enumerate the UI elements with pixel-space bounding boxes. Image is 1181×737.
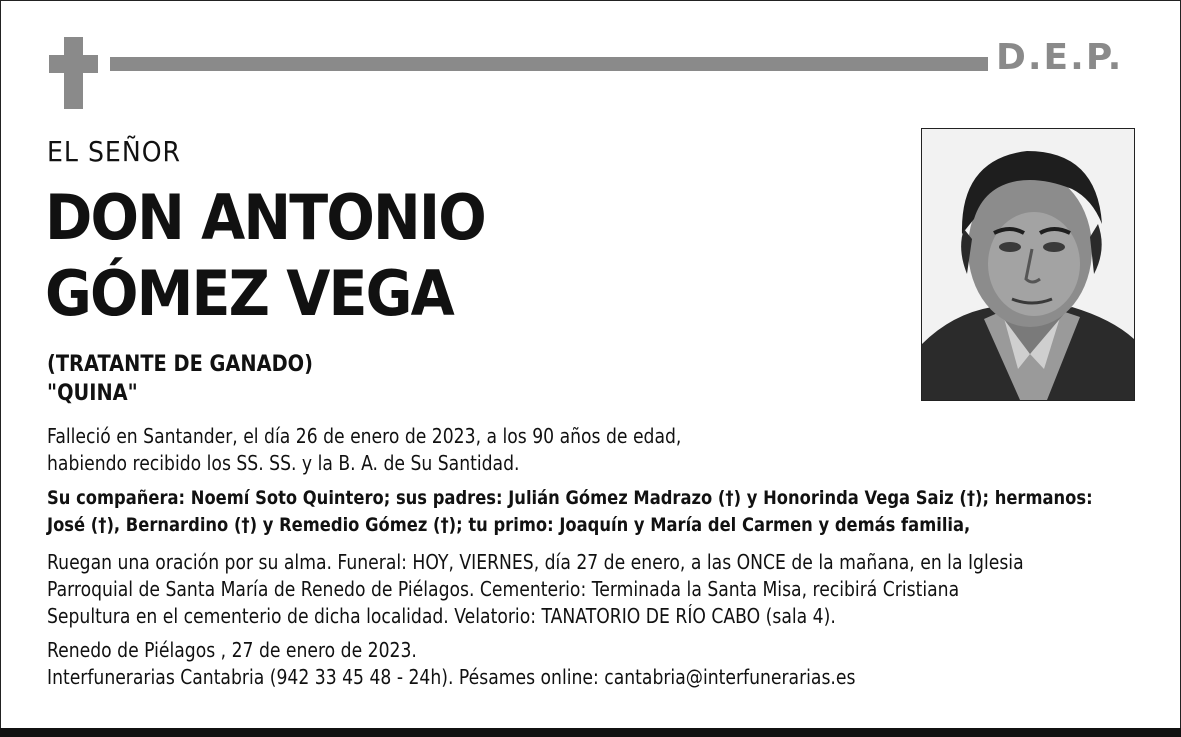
cross-icon	[64, 37, 83, 109]
funeral-details	[47, 549, 1024, 630]
funeral-line-1: Ruegan una oración por su alma. Funeral: HOY, VIERNES, día 27 de enero, a las ONCE de la mañana, en la Iglesia	[47, 550, 1024, 574]
funeral-line-3: Sepultura en el cementerio de dicha localidad. Velatorio: TANATORIO DE RÍO CABO (sala 4).	[47, 604, 836, 628]
death-line-1: Falleció en Santander, el día 26 de enero de 2023, a los 90 años de edad,	[47, 424, 682, 448]
portrait-photo-icon	[922, 129, 1134, 400]
family-line-1: Su compañera: Noemí Soto Quintero; sus padres: Julián Gómez Madrazo (†) y Honorinda Vega Saiz (†); hermanos:	[47, 487, 1093, 509]
nickname: "QUINA"	[47, 381, 138, 406]
family-list	[47, 485, 1093, 539]
death-notice	[47, 423, 681, 477]
dep-label: D.E.P.	[996, 37, 1124, 78]
family-line-2: José (†), Bernardino (†) y Remedio Gómez (†); tu primo: Joaquín y María del Carmen y demás familia,	[47, 514, 971, 536]
occupation: (TRATANTE DE GANADO)	[47, 352, 313, 377]
funeral-home-contact: Interfunerarias Cantabria (942 33 45 48 - 24h). Pésames online: cantabria@interfunerarias.es	[47, 665, 856, 689]
closing-info	[47, 637, 855, 691]
cross-icon-arm	[49, 55, 98, 73]
place-date: Renedo de Piélagos , 27 de enero de 2023.	[47, 638, 417, 662]
bottom-border	[0, 728, 1181, 737]
deceased-name-line-1: DON ANTONIO	[45, 181, 485, 254]
honorific-prefix: EL SEÑOR	[47, 135, 182, 168]
funeral-line-2: Parroquial de Santa María de Renedo de Piélagos. Cementerio: Terminada la Santa Misa, recibirá Cristiana	[47, 577, 960, 601]
header-rule	[110, 57, 988, 71]
portrait-photo	[921, 128, 1135, 401]
deceased-details	[47, 350, 313, 408]
deceased-name	[45, 180, 485, 332]
deceased-name-line-2: GÓMEZ VEGA	[45, 257, 453, 330]
death-line-2: habiendo recibido los SS. SS. y la B. A. de Su Santidad.	[47, 451, 520, 475]
